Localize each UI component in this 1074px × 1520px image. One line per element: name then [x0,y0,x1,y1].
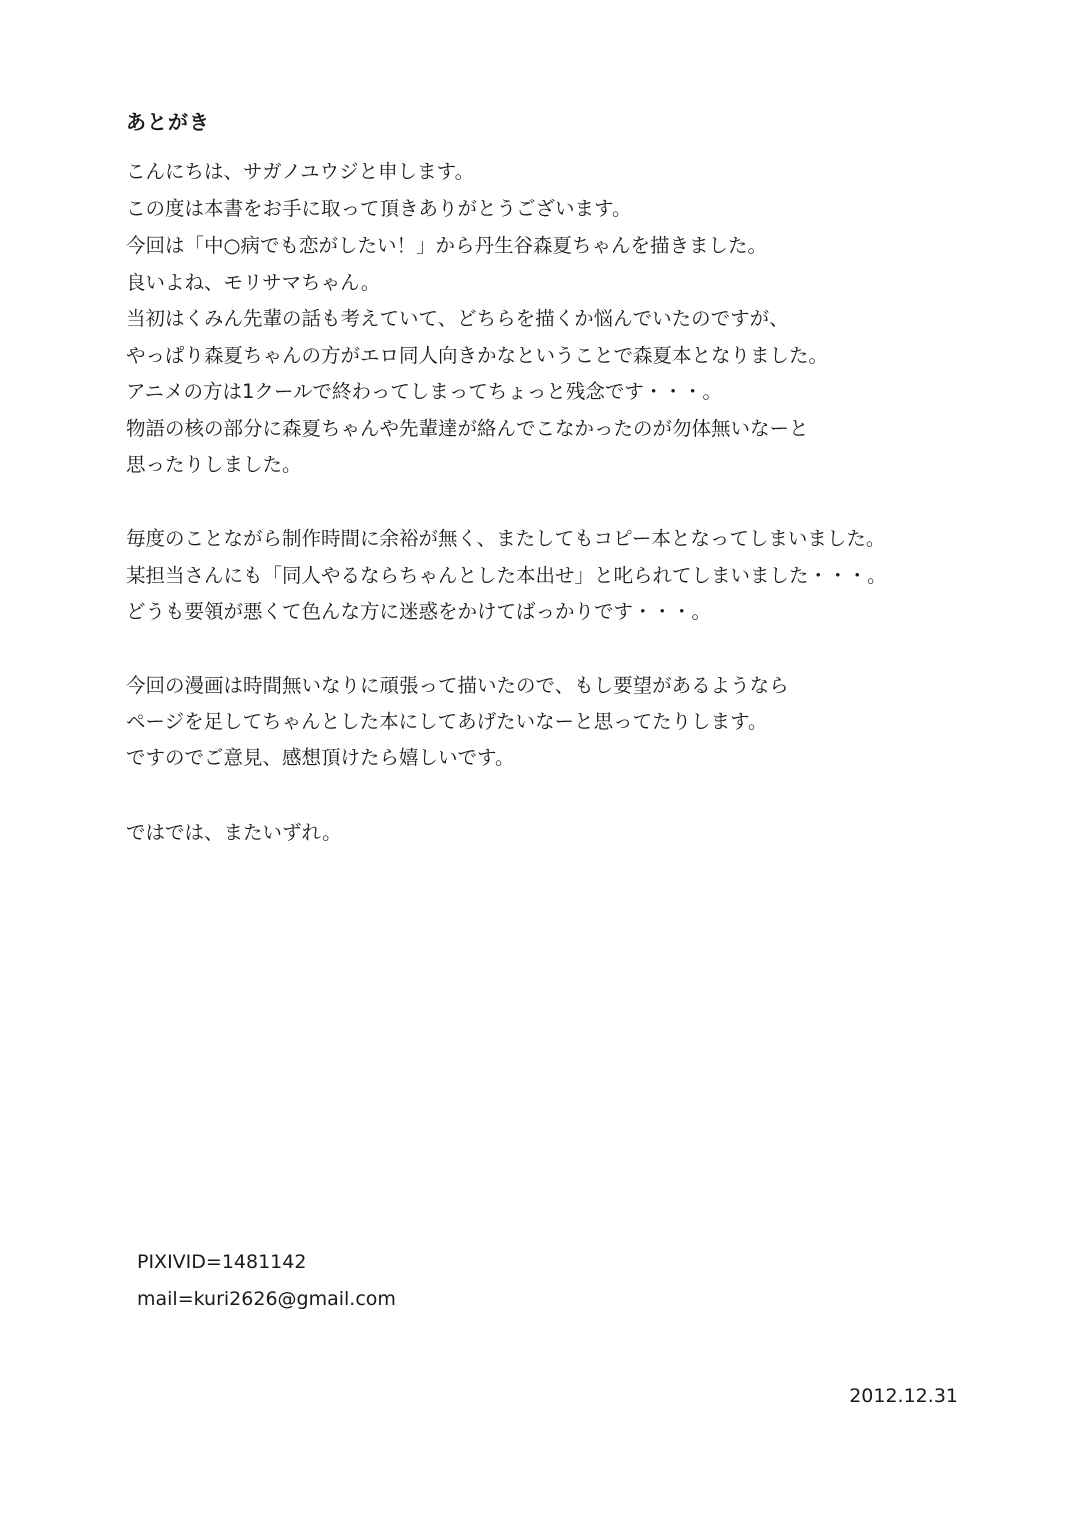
mail-address: mail=kuri2626@gmail.com [137,1288,396,1310]
text-line: 今回の漫画は時間無いなりに頑張って描いたので、もし要望があるようなら [126,674,789,697]
text-line: ではでは、またいずれ。 [126,821,342,844]
text-line: 毎度のことながら制作時間に余裕が無く、またしてもコピー本となってしまいました。 [126,527,886,550]
text-line: こんにちは、サガノユウジと申します。 [126,160,475,183]
page-title: あとがき [126,110,210,134]
text-line: アニメの方は1クールで終わってしまってちょっと残念です・・・。 [126,380,722,403]
text-line: どうも要領が悪くて色んな方に迷惑をかけてばっかりです・・・。 [126,600,712,623]
pixiv-id: PIXIVID=1481142 [137,1251,307,1273]
text-line: ページを足してちゃんとした本にしてあげたいなーと思ってたりします。 [126,710,768,733]
text-line: 某担当さんにも「同人やるならちゃんとした本出せ」と叱られてしまいました・・・。 [126,564,887,587]
text-line: ですのでご意見、感想頂けたら嬉しいです。 [126,746,515,769]
text-line: この度は本書をお手に取って頂きありがとうございます。 [126,197,632,220]
text-line: 今回は「中○病でも恋がしたい！」から丹生谷森夏ちゃんを描きました。 [126,234,768,257]
text-line: 思ったりしました。 [126,453,302,476]
text-line: 良いよね、モリサマちゃん。 [126,271,381,294]
text-line: 物語の核の部分に森夏ちゃんや先輩達が絡んでこなかったのが勿体無いなーと [126,417,809,440]
date: 2012.12.31 [849,1385,958,1407]
text-line: 当初はくみん先輩の話も考えていて、どちらを描くか悩んでいたのですが、 [126,307,789,330]
text-line: やっぱり森夏ちゃんの方がエロ同人向きかなということで森夏本となりました。 [126,344,829,367]
